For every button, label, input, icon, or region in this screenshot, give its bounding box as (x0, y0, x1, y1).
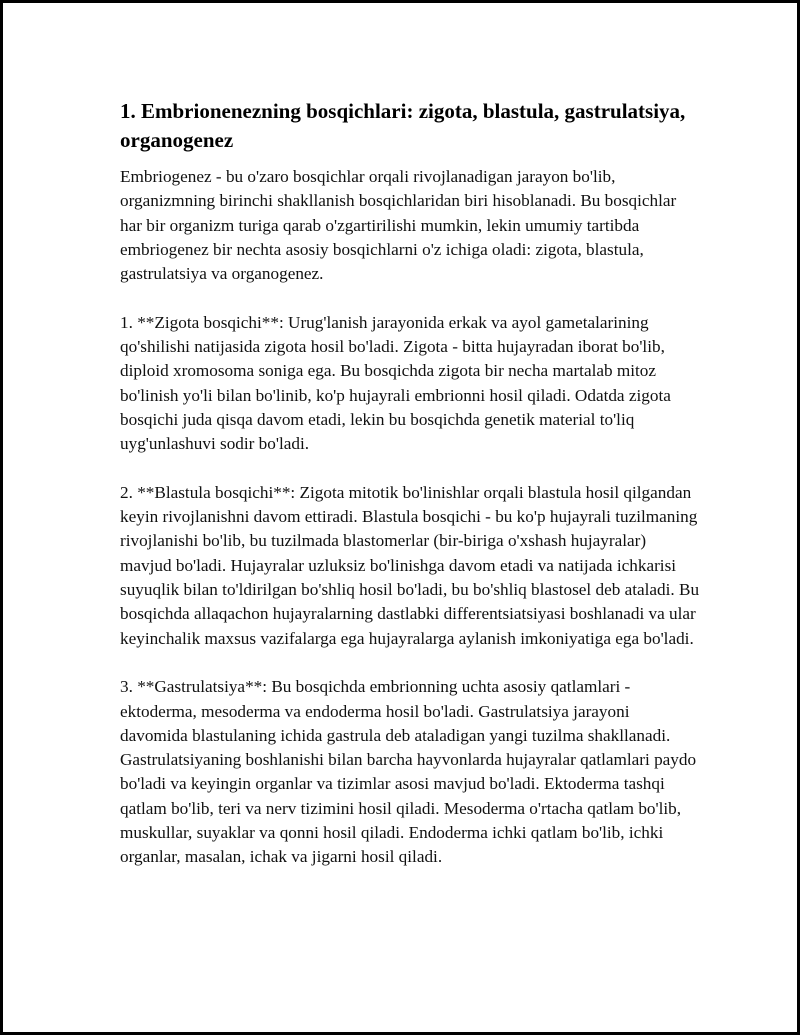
blastula-paragraph: 2. **Blastula bosqichi**: Zigota mitotik bo'linishlar orqali blastula hosil qilgandan keyin rivojlanishni davom ettiradi. Blastula bosqichi - bu ko'p hujayrali tuzilmaning rivojlanishi bo'lib, bu tuzilmada blastomerlar (bir-biriga o'xshash hujayralar) mavjud bo'ladi. Hujayralar uzluksiz bo'linishga davom etadi va natijada ichkarisi suyuqlik bilan to'ldirilgan bo'shliq hosil bo'ladi, bu bo'shliq blastosel deb ataladi. Bu bosqichda allaqachon hujayralarning dastlabki differentsiatsiyasi boshlanadi va ular keyinchalik maxsus vazifalarga ega hujayralarga aylanish imkoniyatiga ega bo'ladi. (120, 482, 700, 648)
intro-paragraph: Embriogenez - bu o'zaro bosqichlar orqali rivojlanadigan jarayon bo'lib, organizmning birinchi shakllanish bosqichlaridan biri hisoblanadi. Bu bosqichlar har bir organizm turiga qarab o'zgartirilishi mumkin, lekin umumiy tartibda embriogenez bir nechta asosiy bosqichlarni o'z ichiga oladi: zigota, blastula, gastrulatsiya va organogenez. (120, 167, 677, 284)
document-body (120, 97, 700, 894)
zigota-paragraph: 1. **Zigota bosqichi**: Urug'lanish jarayonida erkak va ayol gametalarining qo'shilishi natijasida zigota hosil bo'ladi. Zigota - bitta hujayradan iborat bo'lib, diploid xromosoma soniga ega. Bu bosqichda zigota bir necha martalab mitoz bo'linish yo'li bilan bo'linib, ko'p hujayrali embrionni hosil qiladi. Odatda zigota bosqichi juda qisqa davom etadi, lekin bu bosqichda genetik material to'liq uyg'unlashuvi sodir bo'ladi. (120, 312, 671, 454)
document-title: 1. Embrionenezning bosqichlari: zigota, blastula, gastrulatsiya, organogenez (120, 99, 686, 152)
gastrulatsiya-paragraph: 3. **Gastrulatsiya**: Bu bosqichda embrionning uchta asosiy qatlamlari - ektoderma, mesoderma va endoderma hosil bo'ladi. Gastrulatsiya jarayoni davomida blastulaning ichida gastrula deb ataladigan yangi tuzilma shakllanadi. Gastrulatsiyaning boshlanishi bilan barcha hayvonlarda hujayralar qatlamlari paydo bo'ladi va keyingin organlar va tizimlar asosi mavjud bo'ladi. Ektoderma tashqi qatlam bo'lib, teri va nerv tizimini hosil qiladi. Mesoderma o'rtacha qatlam bo'lib, muskullar, suyaklar va qonni hosil qiladi. Endoderma ichki qatlam bo'lib, ichki organlar, masalan, ichak va jigarni hosil qiladi. (120, 677, 697, 867)
